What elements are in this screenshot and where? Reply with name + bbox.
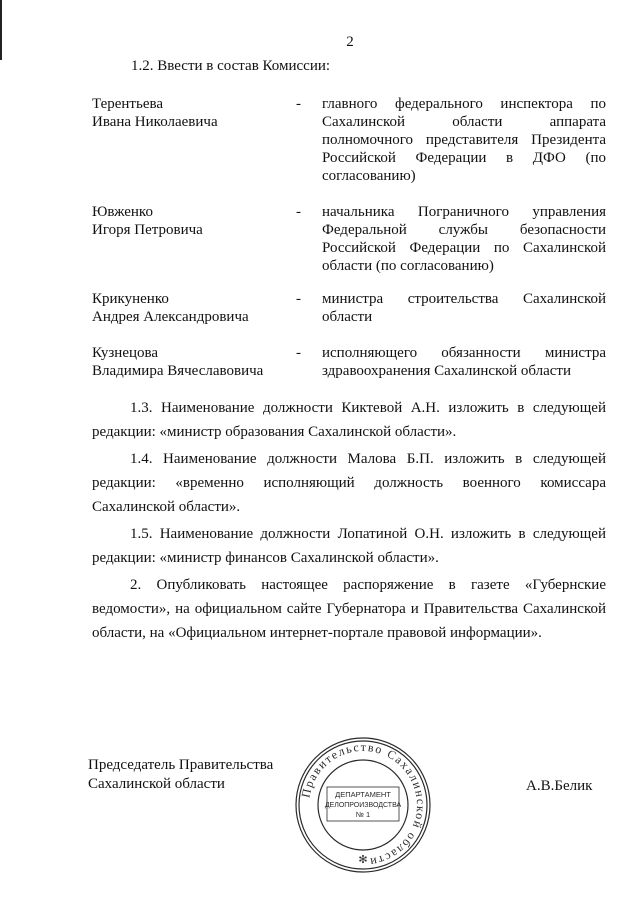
scan-edge-mark: [0, 0, 2, 60]
member-dash: -: [296, 204, 301, 220]
member-role: начальника Пограничного управления Федеральной службы безопасности Российской Федерации по Сахалинской области (по согласованию): [322, 204, 606, 274]
member-name: [92, 344, 292, 380]
paragraph-1-5: 1.5. Наименование должности Лопатиной О.Н. изложить в следующей редакции: «министр финансов Сахалинской области».: [92, 526, 606, 566]
member-surname: Терентьева: [92, 96, 164, 112]
member-role: министра строительства Сахалинской области: [322, 291, 606, 325]
member-name: [92, 290, 292, 326]
signatory-position-line: Председатель Правительства: [88, 757, 274, 773]
member-dash: -: [296, 291, 301, 307]
paragraph-1-4: 1.4. Наименование должности Малова Б.П. изложить в следующей редакции: «временно исполняющий должность военного комиссара Сахалинской области».: [92, 451, 606, 515]
seal-text-line: ДЕПАРТАМЕНТ: [335, 790, 391, 799]
member-surname: Крикуненко: [92, 291, 169, 307]
member-role: исполняющего обязанности министра здравоохранения Сахалинской области: [322, 345, 606, 379]
signatory-position-line: Сахалинской области: [88, 776, 225, 792]
official-seal-stamp: [293, 735, 433, 875]
member-given-names: Ивана Николаевича: [92, 114, 218, 130]
member-dash: -: [296, 96, 301, 112]
member-dash: -: [296, 345, 301, 361]
paragraph-2: 2. Опубликовать настоящее распоряжение в газете «Губернские ведомости», на официальном сайте Губернатора и Правительства Сахалинской области, на «Официальном интернет-портале правовой информации».: [92, 577, 606, 641]
member-given-names: Владимира Вячеславовича: [92, 363, 264, 379]
seal-ring-text: Правительство Сахалинской области: [298, 739, 429, 870]
section-intro: 1.2. Ввести в состав Комиссии:: [131, 58, 331, 74]
member-name: [92, 203, 292, 239]
member-name: [92, 95, 292, 131]
seal-star-icon: ✻: [358, 854, 368, 866]
member-given-names: Игоря Петровича: [92, 222, 203, 238]
seal-text-line: № 1: [355, 810, 371, 819]
page-number: 2: [346, 34, 354, 50]
paragraph-1-3: 1.3. Наименование должности Киктевой А.Н. изложить в следующей редакции: «министр образования Сахалинской области».: [92, 400, 606, 440]
signatory-position: [88, 756, 273, 794]
member-surname: Ювженко: [92, 204, 153, 220]
member-surname: Кузнецова: [92, 345, 159, 361]
member-given-names: Андрея Александровича: [92, 309, 249, 325]
member-role: главного федерального инспектора по Сахалинской области аппарата полномочного представителя Президента Российской Федерации в ДФО (по согласованию): [322, 96, 606, 184]
signer-name: А.В.Белик: [526, 778, 593, 794]
seal-text-line: ДЕЛОПРОИЗВОДСТВА: [324, 802, 402, 809]
